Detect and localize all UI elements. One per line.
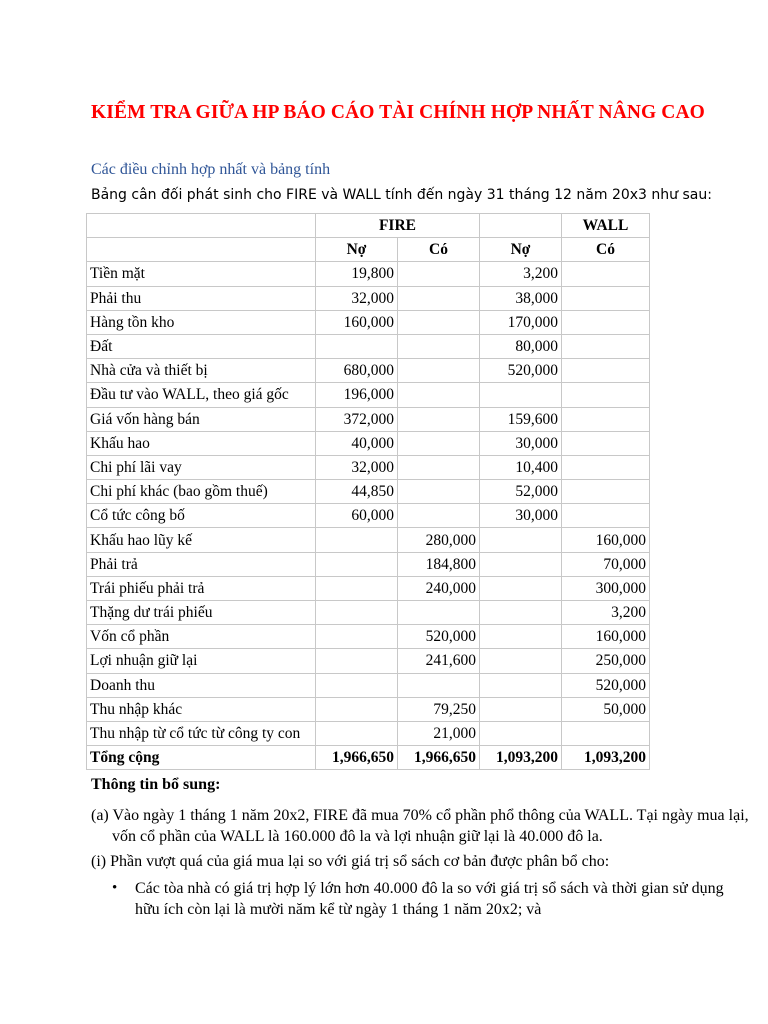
cell-wall-credit [562,334,650,358]
cell-fire-credit [398,286,480,310]
account-label: Nhà cửa và thiết bị [87,359,316,383]
cell-wall-debit: 520,000 [480,359,562,383]
cell-wall-credit: 300,000 [562,576,650,600]
account-label: Thặng dư trái phiếu [87,601,316,625]
cell-fire-debit [316,528,398,552]
cell-fire-credit: 240,000 [398,576,480,600]
cell-wall-debit [480,625,562,649]
cell-wall-debit: 30,000 [480,431,562,455]
cell-fire-credit [398,262,480,286]
cell-wall-debit [480,601,562,625]
cell-fire-credit [398,480,480,504]
cell-fire-debit: 44,850 [316,480,398,504]
cell-fire-credit [398,383,480,407]
cell-fire-credit: 520,000 [398,625,480,649]
table-row [87,455,650,479]
paragraph-a: (a) Vào ngày 1 tháng 1 năm 20x2, FIRE đã mua 70% cổ phần phổ thông của WALL. Tại ngày mua lại, vốn cổ phần của WALL là 160.000 đô la và lợi nhuận giữ lại là 40.000 đô la. [91,807,749,845]
cell-wall-debit [480,576,562,600]
account-label: Tiền mặt [87,262,316,286]
header-fire: FIRE [316,214,480,238]
additional-info-title: Thông tin bổ sung: [91,776,221,793]
header-wall-credit: Có [562,238,650,262]
cell-wall-debit [480,383,562,407]
total-label: Tổng cộng [87,746,316,770]
cell-wall-debit: 10,400 [480,455,562,479]
cell-fire-credit [398,431,480,455]
account-label: Lợi nhuận giữ lại [87,649,316,673]
cell-fire-debit [316,697,398,721]
cell-wall-credit [562,455,650,479]
table-row [87,504,650,528]
cell-fire-debit: 1,966,650 [316,746,398,770]
cell-wall-debit [480,552,562,576]
account-label: Phải thu [87,286,316,310]
cell-wall-debit [480,721,562,745]
cell-fire-credit [398,455,480,479]
cell-fire-credit: 21,000 [398,721,480,745]
table-row [87,649,650,673]
account-label: Thu nhập từ cổ tức từ công ty con [87,721,316,745]
section-subtitle: Các điều chỉnh hợp nhất và bảng tính [91,161,331,178]
account-label: Đầu tư vào WALL, theo giá gốc [87,383,316,407]
table-row [87,576,650,600]
cell-wall-debit: 3,200 [480,262,562,286]
cell-wall-credit: 160,000 [562,528,650,552]
cell-fire-credit: 79,250 [398,697,480,721]
account-label: Phải trả [87,552,316,576]
cell-fire-debit [316,673,398,697]
table-row [87,625,650,649]
bullet-icon: • [112,880,118,896]
table-row [87,407,650,431]
table-header-debit-credit [87,238,650,262]
cell-wall-debit: 170,000 [480,310,562,334]
cell-wall-debit [480,528,562,552]
cell-fire-credit [398,359,480,383]
header-wall: WALL [562,214,650,238]
cell-wall-credit [562,431,650,455]
cell-fire-debit [316,649,398,673]
cell-fire-debit: 160,000 [316,310,398,334]
cell-wall-debit: 38,000 [480,286,562,310]
cell-fire-credit [398,407,480,431]
cell-wall-credit: 50,000 [562,697,650,721]
cell-fire-credit [398,334,480,358]
table-row [87,673,650,697]
cell-fire-debit: 32,000 [316,455,398,479]
cell-fire-credit [398,504,480,528]
cell-wall-debit [480,649,562,673]
cell-fire-debit: 60,000 [316,504,398,528]
cell-wall-credit [562,286,650,310]
cell-fire-debit [316,576,398,600]
cell-wall-credit: 3,200 [562,601,650,625]
cell-wall-credit: 250,000 [562,649,650,673]
bullet-list-item [112,878,727,920]
table-row [87,431,650,455]
account-label: Trái phiếu phải trả [87,576,316,600]
account-label: Giá vốn hàng bán [87,407,316,431]
table-row [87,334,650,358]
table-row [87,359,650,383]
cell-wall-credit: 1,093,200 [562,746,650,770]
table-total-row [87,746,650,770]
account-label: Chi phí khác (bao gồm thuế) [87,480,316,504]
table-row [87,552,650,576]
account-label: Hàng tồn kho [87,310,316,334]
cell-fire-debit: 32,000 [316,286,398,310]
document-title: KIỂM TRA GIỮA HP BÁO CÁO TÀI CHÍNH HỢP NHẤT NÂNG CAO [91,102,705,123]
table-row [87,601,650,625]
table-row [87,721,650,745]
cell-wall-credit [562,383,650,407]
cell-wall-debit: 30,000 [480,504,562,528]
cell-fire-debit [316,552,398,576]
cell-wall-credit: 160,000 [562,625,650,649]
cell-fire-debit: 196,000 [316,383,398,407]
cell-fire-credit: 184,800 [398,552,480,576]
account-label: Khấu hao lũy kế [87,528,316,552]
cell-wall-credit [562,504,650,528]
cell-wall-debit: 1,093,200 [480,746,562,770]
cell-wall-debit: 52,000 [480,480,562,504]
account-label: Thu nhập khác [87,697,316,721]
cell-wall-credit [562,721,650,745]
account-label: Khấu hao [87,431,316,455]
intro-text: Bảng cân đối phát sinh cho FIRE và WALL tính đến ngày 31 tháng 12 năm 20x3 như sau: [91,187,712,203]
header-wall-debit: Nợ [480,238,562,262]
paragraph-i: (i) Phần vượt quá của giá mua lại so với giá trị sổ sách cơ bản được phân bổ cho: [91,853,610,870]
cell-wall-credit: 70,000 [562,552,650,576]
header-empty-cell [87,238,316,262]
header-empty-cell [87,214,316,238]
cell-fire-debit [316,601,398,625]
table-row [87,262,650,286]
cell-wall-credit: 520,000 [562,673,650,697]
account-label: Chi phí lãi vay [87,455,316,479]
cell-fire-debit: 19,800 [316,262,398,286]
account-label: Đất [87,334,316,358]
cell-fire-debit: 40,000 [316,431,398,455]
cell-fire-credit [398,601,480,625]
cell-fire-debit [316,334,398,358]
cell-wall-debit: 80,000 [480,334,562,358]
header-fire-credit: Có [398,238,480,262]
cell-wall-credit [562,310,650,334]
table-header-companies [87,214,650,238]
cell-wall-debit [480,673,562,697]
cell-wall-debit: 159,600 [480,407,562,431]
cell-fire-debit: 680,000 [316,359,398,383]
cell-fire-credit: 280,000 [398,528,480,552]
table-row [87,383,650,407]
header-empty-cell [480,214,562,238]
cell-wall-credit [562,480,650,504]
bullet-text: Các tòa nhà có giá trị hợp lý lớn hơn 40.000 đô la so với giá trị sổ sách và thời gian sử dụng hữu ích còn lại là mười năm kể từ ngày 1 tháng 1 năm 20x2; và [135,880,724,918]
cell-fire-debit [316,721,398,745]
cell-wall-credit [562,407,650,431]
cell-fire-credit: 1,966,650 [398,746,480,770]
cell-wall-credit [562,359,650,383]
trial-balance-table [86,213,650,770]
table-row [87,528,650,552]
cell-fire-debit [316,625,398,649]
account-label: Doanh thu [87,673,316,697]
table-row [87,480,650,504]
cell-fire-credit [398,310,480,334]
cell-fire-debit: 372,000 [316,407,398,431]
table-row [87,310,650,334]
account-label: Vốn cổ phần [87,625,316,649]
table-row [87,286,650,310]
cell-fire-credit: 241,600 [398,649,480,673]
account-label: Cổ tức công bố [87,504,316,528]
table-row [87,697,650,721]
cell-fire-credit [398,673,480,697]
cell-wall-credit [562,262,650,286]
cell-wall-debit [480,697,562,721]
header-fire-debit: Nợ [316,238,398,262]
